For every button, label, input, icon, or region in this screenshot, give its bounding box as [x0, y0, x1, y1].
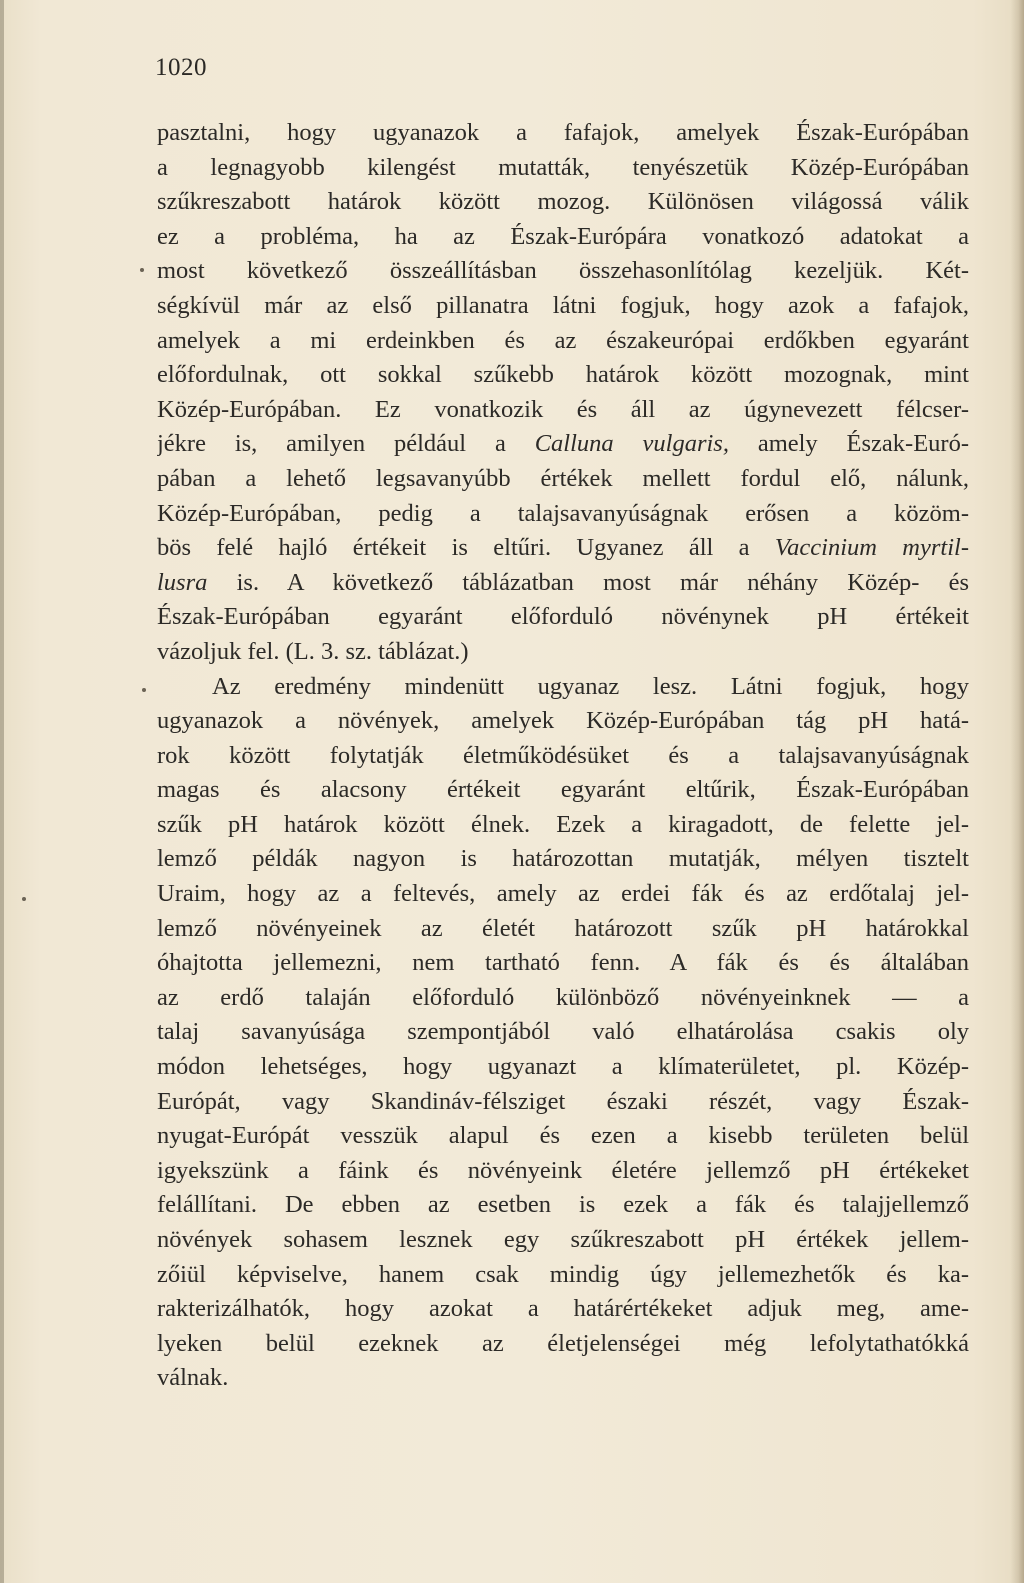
- text-line: [157, 566, 969, 601]
- page-right-edge-shadow: [1010, 0, 1024, 1583]
- text-line: pában a lehető legsavanyúbb értékek mellett fordul elő, nálunk,: [157, 464, 969, 492]
- text-line: Közép-Európában. Ez vonatkozik és áll az úgynevezett félcser-: [157, 395, 969, 423]
- body-text: [157, 116, 969, 1396]
- page-left-edge: [0, 0, 4, 1583]
- paragraph-1: [157, 116, 969, 670]
- text-line: módon lehetséges, hogy ugyanazt a klímaterületet, pl. Közép-: [157, 1053, 969, 1081]
- text-line: Európát, vagy Skandináv-félsziget északi részét, vagy Észak-: [157, 1087, 969, 1115]
- text-line: talaj savanyúsága szempontjából való elhatárolása csakis oly: [157, 1018, 969, 1046]
- page-number: 1020: [155, 54, 207, 81]
- text-line: válnak.: [157, 1364, 229, 1392]
- text-line: amelyek a mi erdeinkben és az északeurópai erdőkben egyaránt: [157, 326, 969, 354]
- text-line: ez a probléma, ha az Észak-Európára vonatkozó adatokat a: [157, 222, 969, 250]
- text-line: most következő összeállításban összehasonlítólag kezeljük. Két-: [157, 257, 969, 285]
- text-line: [157, 427, 969, 462]
- scan-speck: [142, 688, 146, 692]
- text-line: [157, 531, 969, 566]
- paragraph-2: [157, 670, 969, 1396]
- text-line: magas és alacsony értékeit egyaránt eltűrik, Észak-Európában: [157, 776, 969, 804]
- text-line: Az eredmény mindenütt ugyanaz lesz. Látni fogjuk, hogy: [212, 672, 969, 700]
- text-line: lemző növényeinek az életét határozott szűk pH határokkal: [157, 914, 969, 942]
- text-segment: amely Észak-Euró-: [728, 430, 969, 458]
- text-line: lemző példák nagyon is határozottan mutatják, mélyen tisztelt: [157, 845, 969, 873]
- text-segment: bös felé hajló értékeit is eltűri. Ugyanez áll a: [157, 534, 775, 562]
- text-line: Észak-Európában egyaránt előforduló növénynek pH értékeit: [157, 603, 969, 631]
- text-line: a legnagyobb kilengést mutatták, tenyészetük Közép-Európában: [157, 153, 969, 181]
- scan-speck: [140, 268, 144, 272]
- text-segment: jékre is, amilyen például a: [157, 430, 535, 458]
- text-line: vázoljuk fel. (L. 3. sz. táblázat.): [157, 637, 469, 665]
- text-line: zőiül képviselve, hanem csak mindig úgy jellemezhetők és ka-: [157, 1260, 969, 1288]
- text-line: szűkreszabott határok között mozog. Különösen világossá válik: [157, 188, 969, 216]
- text-line: igyekszünk a fáink és növényeink életére jellemző pH értékeket: [157, 1156, 969, 1184]
- text-line: ugyanazok a növények, amelyek Közép-Európában tág pH hatá-: [157, 707, 969, 735]
- text-line: rok között folytatják életműködésüket és a talajsavanyúságnak: [157, 741, 969, 769]
- text-line: előfordulnak, ott sokkal szűkebb határok között mozognak, mint: [157, 361, 969, 389]
- italic-species-name: lusra: [157, 568, 208, 596]
- text-line: felállítani. De ebben az esetben is ezek a fák és talajjellemző: [157, 1191, 969, 1219]
- text-line: növények sohasem lesznek egy szűkreszabott pH értékek jellem-: [157, 1226, 969, 1253]
- text-line: szűk pH határok között élnek. Ezek a kiragadott, de felette jel-: [157, 810, 969, 838]
- text-line: óhajtotta jellemezni, nem tartható fenn. A fák és és általában: [157, 949, 969, 977]
- text-line: lyeken belül ezeknek az életjelenségei még lefolytathatókká: [157, 1329, 969, 1357]
- italic-species-name: Calluna vulgaris,: [534, 430, 729, 458]
- text-line: az erdő talaján előforduló különböző növényeinknek — a: [157, 983, 969, 1011]
- text-line: ségkívül már az első pillanatra látni fogjuk, hogy azok a fafajok,: [157, 291, 969, 319]
- italic-species-name: Vaccinium myrtil-: [774, 534, 969, 562]
- text-line: rakterizálhatók, hogy azokat a határértékeket adjuk meg, ame-: [157, 1295, 969, 1323]
- text-line: pasztalni, hogy ugyanazok a fafajok, amelyek Észak-Európában: [157, 119, 969, 146]
- text-line: Közép-Európában, pedig a talajsavanyúságnak erősen a közöm-: [157, 499, 969, 527]
- scan-speck: [22, 897, 26, 901]
- text-line: Uraim, hogy az a feltevés, amely az erdei fák és az erdőtalaj jel-: [157, 880, 969, 908]
- text-line: nyugat-Európát vesszük alapul és ezen a kisebb területen belül: [157, 1122, 969, 1150]
- text-segment: is. A következő táblázatban most már néhány Közép- és: [207, 568, 969, 596]
